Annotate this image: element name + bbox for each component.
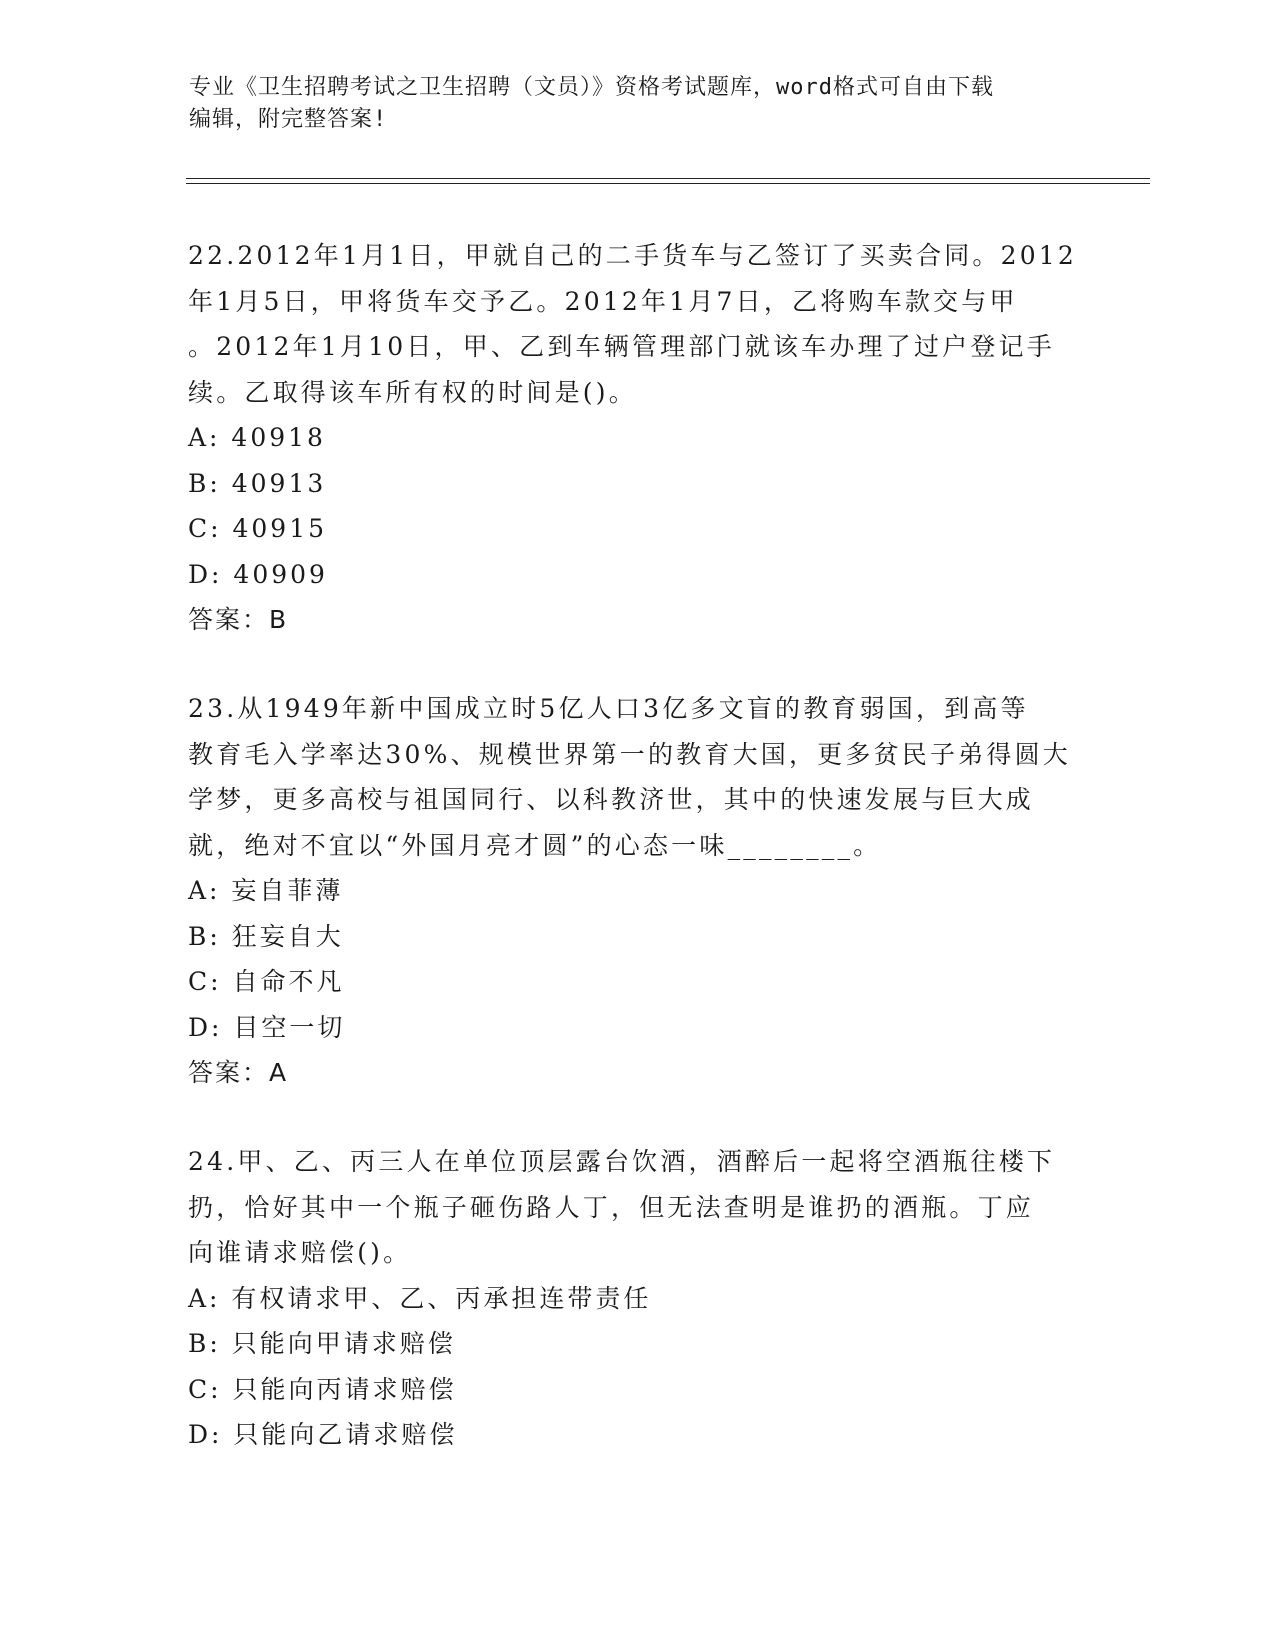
header-divider-bottom (186, 183, 1150, 184)
question-text: 22.2012年1月1日，甲就自己的二手货车与乙签订了买卖合同。2012 年1月5日，甲将货车交予乙。2012年1月7日，乙将购车款交与甲 。2012年1月10日，甲、乙到车辆管理部门就该车办理了过户登记手 续。乙取得该车所有权的时间是()。 (188, 241, 1078, 407)
option-b: B: 只能向甲请求赔偿 (188, 1329, 456, 1358)
option-d: D: 40909 (188, 559, 328, 589)
question-23 (188, 686, 1088, 1096)
options-list (188, 415, 1088, 597)
option-d: D: 只能向乙请求赔偿 (188, 1420, 458, 1449)
header-divider-top (186, 178, 1150, 179)
question-24 (188, 1139, 1088, 1458)
option-a: A: 有权请求甲、乙、丙承担连带责任 (188, 1283, 652, 1313)
options-list (188, 1276, 1088, 1458)
option-c: C: 只能向丙请求赔偿 (188, 1374, 457, 1404)
option-c: C: 自命不凡 (188, 967, 345, 996)
question-text: 23.从1949年新中国成立时5亿人口3亿多文盲的教育弱国，到高等 教育毛入学率达30%、规模世界第一的教育大国，更多贫民子弟得圆大 学梦，更多高校与祖国同行、以科教济世，其中的快速发展与巨大成 就，绝对不宜以“外国月亮才圆”的心态一味________。 (188, 694, 1071, 860)
option-a: A: 妄自菲薄 (188, 876, 344, 905)
option-b: B: 40913 (188, 468, 327, 498)
question-22 (188, 233, 1088, 643)
document-header: 专业《卫生招聘考试之卫生招聘（文员）》资格考试题库，word格式可自由下载 编辑，附完整答案! (189, 75, 994, 132)
question-text: 24.甲、乙、丙三人在单位顶层露台饮酒，酒醉后一起将空酒瓶往楼下 扔，恰好其中一个瓶子砸伤路人丁，但无法查明是谁扔的酒瓶。丁应 向谁请求赔偿()。 (188, 1147, 1056, 1267)
options-list (188, 868, 1088, 1050)
option-a: A: 40918 (188, 423, 326, 452)
answer: 答案：B (188, 605, 289, 634)
option-b: B: 狂妄自大 (188, 921, 344, 951)
answer: 答案：A (188, 1058, 289, 1087)
option-d: D: 目空一切 (188, 1012, 346, 1042)
option-c: C: 40915 (188, 514, 328, 543)
